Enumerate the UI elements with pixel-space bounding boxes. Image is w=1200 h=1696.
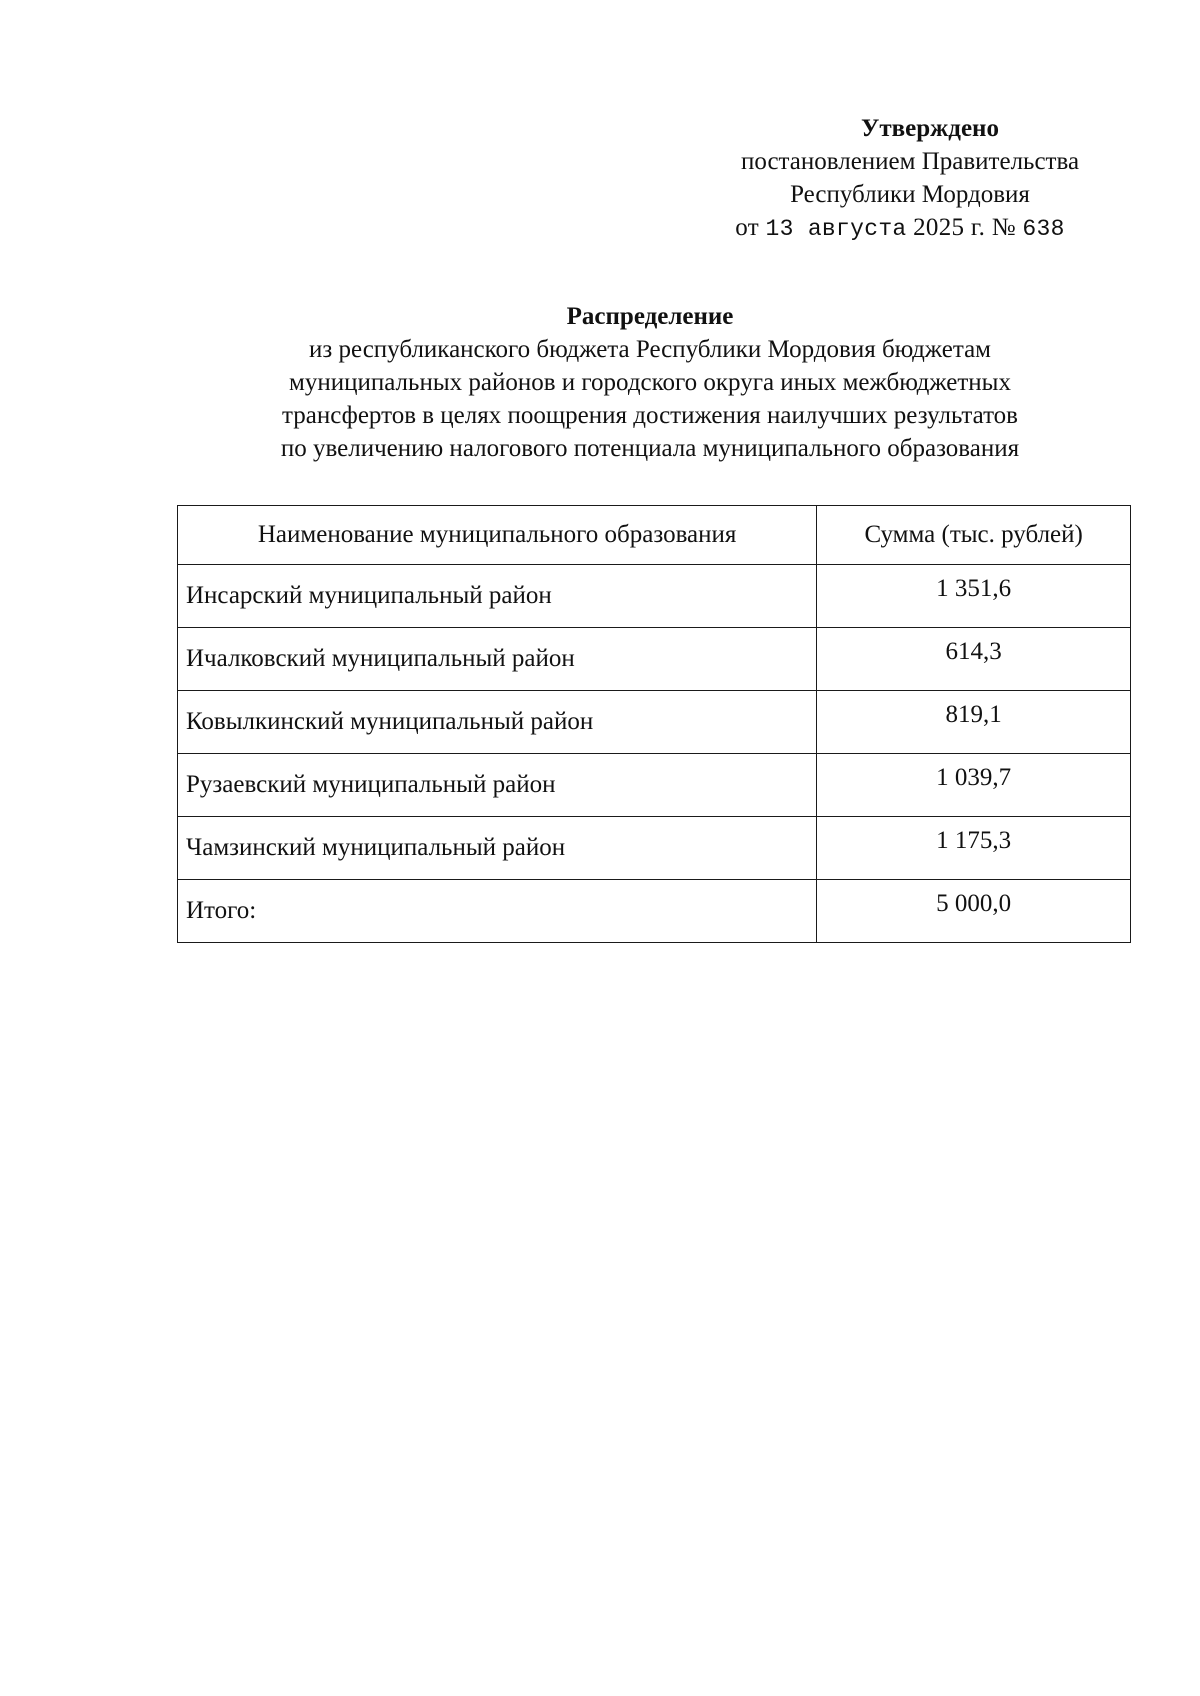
approval-line-1: постановлением Правительства — [740, 148, 1080, 175]
row-amount: 819,1 — [817, 691, 1131, 754]
heading-line-4: по увеличению налогового потенциала муниципального образования — [280, 435, 1020, 462]
decree-number: 638 — [1022, 216, 1065, 242]
approval-line-2: Республики Мордовия — [790, 181, 1030, 208]
header-name: Наименование муниципального образования — [178, 506, 817, 565]
heading-line-1: из республиканского бюджета Республики Мордовия бюджетам — [308, 336, 991, 363]
table-row — [178, 691, 1131, 754]
date-year: 2025 г. № — [913, 214, 1016, 241]
total-label: Итого: — [178, 880, 817, 943]
table-row — [178, 628, 1131, 691]
heading-line-2: муниципальных районов и городского округа иных межбюджетных — [289, 369, 1011, 396]
distribution-table — [177, 505, 1131, 943]
date-typed: 13 августа — [765, 216, 907, 242]
approved-label: Утверждено — [861, 115, 999, 142]
table-row — [178, 565, 1131, 628]
document-heading — [180, 300, 1120, 465]
table-header-row — [178, 506, 1131, 565]
row-name: Инсарский муниципальный район — [178, 565, 817, 628]
approval-block — [700, 112, 1120, 246]
row-amount: 1 039,7 — [817, 754, 1131, 817]
approval-date-line — [680, 211, 1120, 246]
total-amount: 5 000,0 — [817, 880, 1131, 943]
row-name: Чамзинский муниципальный район — [178, 817, 817, 880]
table-row — [178, 817, 1131, 880]
row-name: Ичалковский муниципальный район — [178, 628, 817, 691]
row-amount: 614,3 — [817, 628, 1131, 691]
row-amount: 1 175,3 — [817, 817, 1131, 880]
total-row — [178, 880, 1131, 943]
table-row — [178, 754, 1131, 817]
document-title: Распределение — [566, 303, 734, 330]
row-name: Рузаевский муниципальный район — [178, 754, 817, 817]
row-amount: 1 351,6 — [817, 565, 1131, 628]
row-name: Ковылкинский муниципальный район — [178, 691, 817, 754]
date-prefix: от — [735, 214, 759, 241]
header-amount: Сумма (тыс. рублей) — [817, 506, 1131, 565]
heading-line-3: трансфертов в целях поощрения достижения наилучших результатов — [282, 402, 1018, 429]
